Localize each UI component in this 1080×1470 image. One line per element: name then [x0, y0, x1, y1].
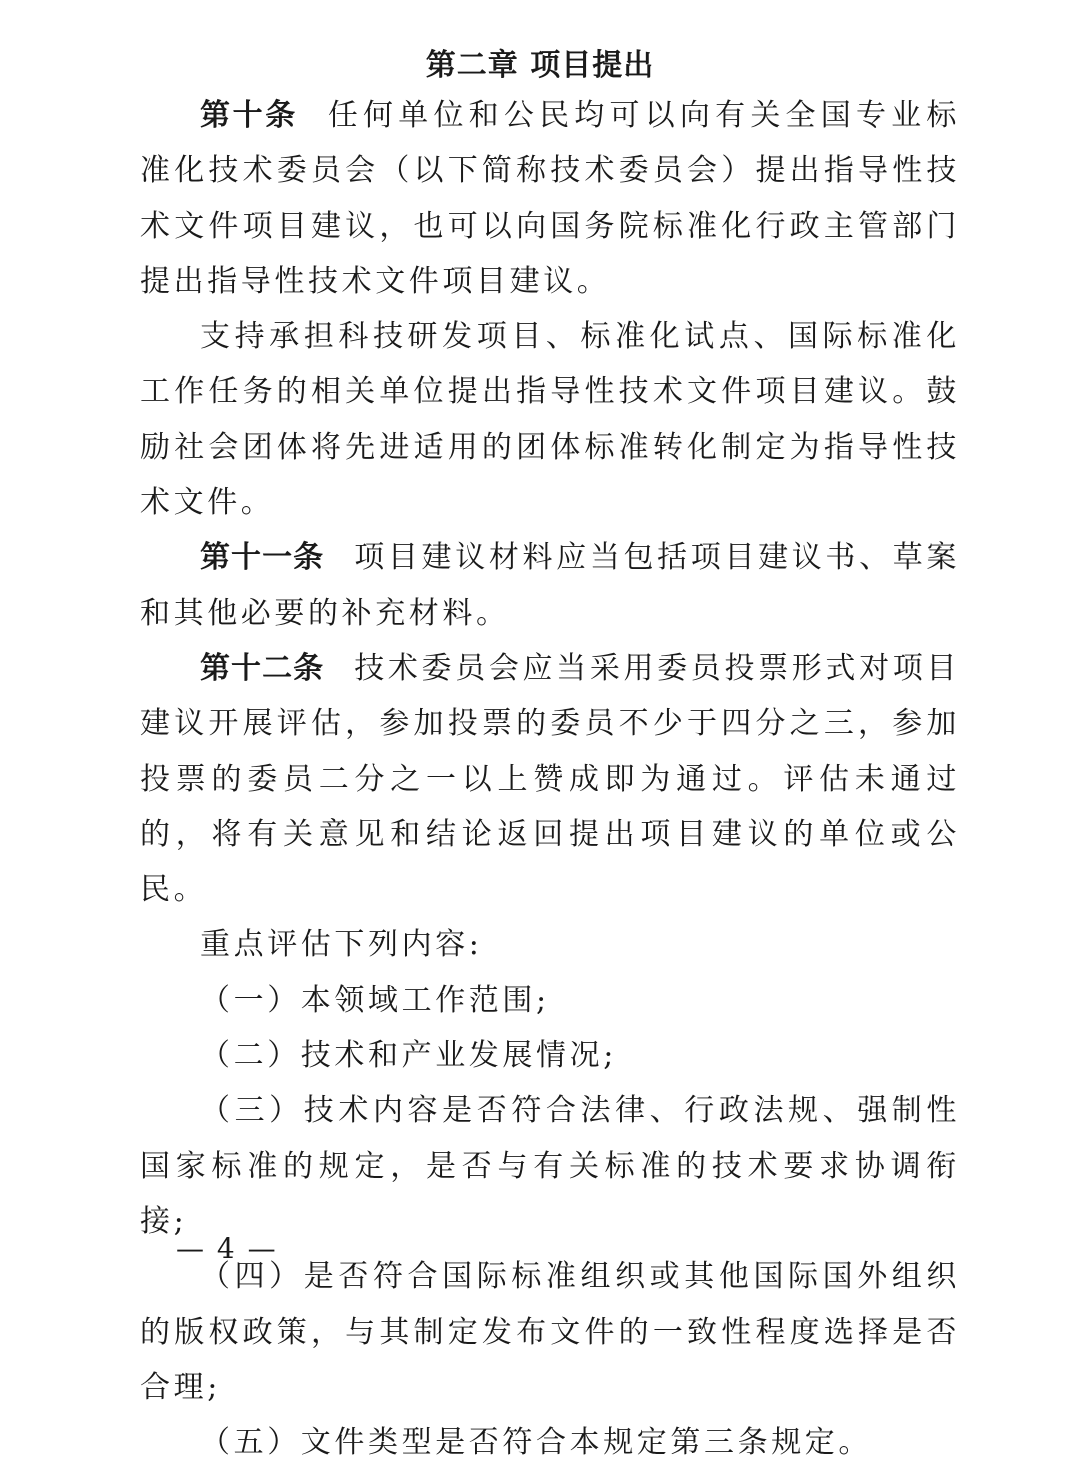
list-item — [140, 1083, 960, 1249]
chapter-title: 第二章 项目提出 — [425, 48, 655, 83]
list-item — [140, 1415, 960, 1470]
paragraph-text: （二）技术和产业发展情况; — [200, 1038, 617, 1074]
paragraph — [140, 917, 960, 972]
paragraph — [140, 309, 960, 530]
article-label: 第十条 — [200, 98, 298, 133]
paragraph-text: 项目建议材料应当包括项目建议书、草案和其他必要的补充材料。 — [140, 540, 960, 631]
list-item — [140, 973, 960, 1028]
paragraph-text: （一）本领域工作范围; — [200, 982, 550, 1018]
paragraph-text: （三）技术内容是否符合法律、行政法规、强制性国家标准的规定，是否与有关标准的技术要求协调衔接; — [140, 1093, 960, 1239]
paragraph — [140, 641, 960, 917]
paragraph-text: 任何单位和公民均可以向有关全国专业标准化技术委员会（以下简称技术委员会）提出指导性技术文件项目建议，也可以向国务院标准化行政主管部门提出指导性技术文件项目建议。 — [140, 98, 960, 299]
paragraph-text: （五）文件类型是否符合本规定第三条规定。 — [200, 1425, 872, 1461]
list-item — [140, 1249, 960, 1415]
paragraph — [140, 88, 960, 309]
paragraph-text: 重点评估下列内容: — [200, 927, 483, 963]
article-label: 第十一条 — [200, 540, 325, 576]
page-number: — 4 — — [176, 1232, 278, 1265]
paragraph-text: 支持承担科技研发项目、标准化试点、国际标准化工作任务的相关单位提出指导性技术文件项目建议。鼓励社会团体将先进适用的团体标准转化制定为指导性技术文件。 — [140, 319, 960, 521]
list-item — [140, 1028, 960, 1083]
paragraph — [140, 530, 960, 641]
paragraph-text: （四）是否符合国际标准组织或其他国际国外组织的版权政策，与其制定发布文件的一致性程度选择是否合理; — [140, 1259, 960, 1405]
paragraph-text: 技术委员会应当采用委员投票形式对项目建议开展评估，参加投票的委员不少于四分之三，参加投票的委员二分之一以上赞成即为通过。评估未通过的，将有关意见和结论返回提出项目建议的单位或公民。 — [140, 650, 960, 908]
article-label: 第十二条 — [200, 650, 325, 686]
